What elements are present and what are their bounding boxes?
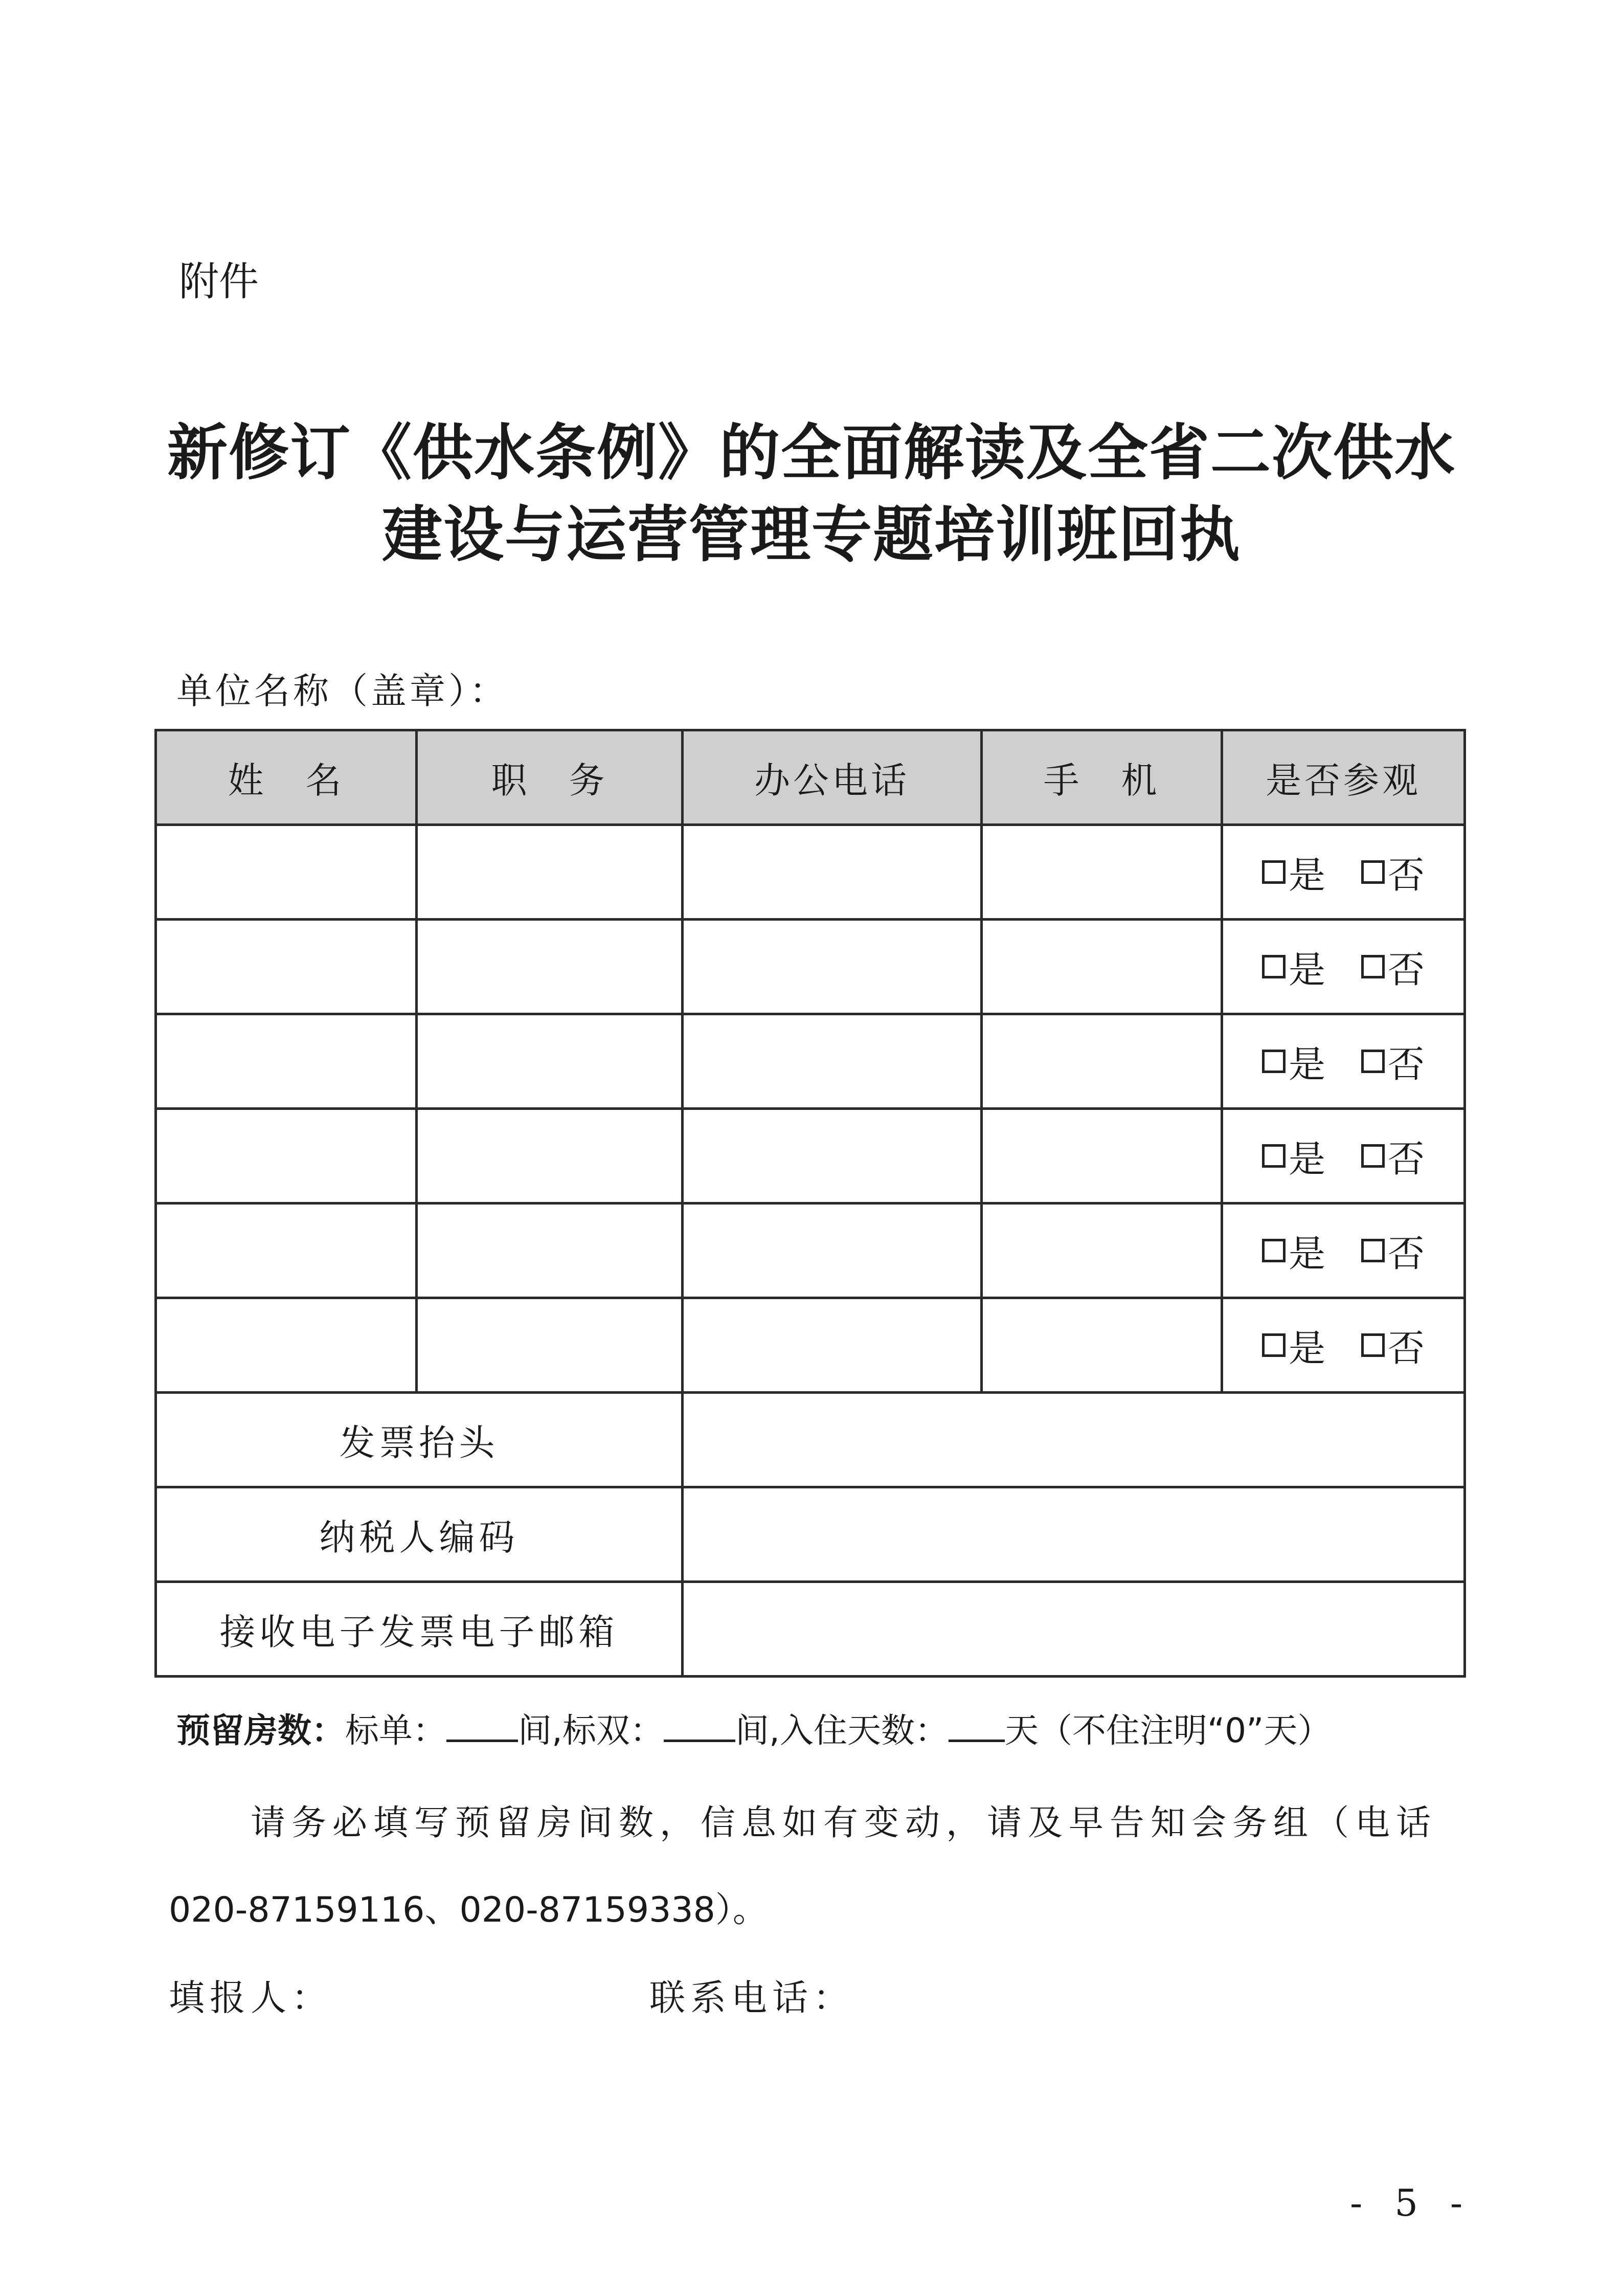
mobile-cell[interactable] (982, 1109, 1222, 1203)
checkbox-icon (1361, 955, 1385, 978)
invoice-email-row (156, 1582, 1465, 1677)
office-phone-cell[interactable] (683, 920, 982, 1014)
table-row (156, 825, 1465, 920)
mobile-cell[interactable] (982, 1203, 1222, 1298)
office-phone-cell[interactable] (683, 1014, 982, 1109)
rooms-label: 预留房数： (176, 1711, 345, 1750)
invoice-title-field[interactable] (683, 1393, 1465, 1487)
checkbox-icon (1361, 1239, 1385, 1262)
checkbox-icon (1361, 1333, 1385, 1357)
position-cell[interactable] (417, 1203, 683, 1298)
table-row (156, 1109, 1465, 1203)
registration-table (154, 729, 1466, 1678)
double-room-blank[interactable] (664, 1711, 735, 1742)
table-row (156, 1298, 1465, 1393)
visit-cell (1222, 1109, 1465, 1203)
office-phone-cell[interactable] (683, 1203, 982, 1298)
name-cell[interactable] (156, 1014, 417, 1109)
note-line-2: 020-87159116、020-87159338）。 (169, 1890, 768, 1930)
taxpayer-id-field[interactable] (683, 1487, 1465, 1582)
checkbox-icon (1361, 1144, 1385, 1168)
stay-days-unit: 天（不住注明“0”天） (1004, 1711, 1332, 1750)
visit-yes-checkbox[interactable]: 是 (1262, 940, 1325, 993)
visit-yes-checkbox[interactable]: 是 (1262, 845, 1325, 899)
header-name: 姓 名 (156, 730, 417, 825)
name-cell[interactable] (156, 1203, 417, 1298)
position-cell[interactable] (417, 1014, 683, 1109)
taxpayer-id-row (156, 1487, 1465, 1582)
visit-yes-checkbox[interactable]: 是 (1262, 1224, 1325, 1277)
mobile-cell[interactable] (982, 1298, 1222, 1393)
mobile-cell[interactable] (982, 1014, 1222, 1109)
mobile-cell[interactable] (982, 920, 1222, 1014)
checkbox-icon (1262, 955, 1286, 978)
document-title-line-2: 建设与运营管理专题培训班回执 (381, 499, 1241, 570)
office-phone-cell[interactable] (683, 1298, 982, 1393)
visit-no-checkbox[interactable]: 否 (1361, 1129, 1425, 1183)
header-position: 职 务 (417, 730, 683, 825)
contact-phone-label: 联系电话： (649, 1977, 854, 2019)
table-header-row (156, 730, 1465, 825)
office-phone-cell[interactable] (683, 1109, 982, 1203)
checkbox-icon (1262, 1239, 1286, 1262)
position-cell[interactable] (417, 920, 683, 1014)
table-row (156, 1014, 1465, 1109)
single-room-label: 标单： (345, 1711, 446, 1750)
checkbox-icon (1262, 860, 1286, 884)
stay-days-label: 间,入住天数： (735, 1711, 949, 1750)
visit-cell (1222, 1203, 1465, 1298)
visit-cell (1222, 920, 1465, 1014)
checkbox-icon (1262, 1144, 1286, 1168)
visit-cell (1222, 825, 1465, 920)
visit-yes-checkbox[interactable]: 是 (1262, 1035, 1325, 1088)
name-cell[interactable] (156, 920, 417, 1014)
visit-yes-checkbox[interactable]: 是 (1262, 1319, 1325, 1372)
mobile-cell[interactable] (982, 825, 1222, 920)
visit-yes-checkbox[interactable]: 是 (1262, 1129, 1325, 1183)
header-mobile: 手 机 (982, 730, 1222, 825)
position-cell[interactable] (417, 825, 683, 920)
checkbox-icon (1361, 860, 1385, 884)
visit-no-checkbox[interactable]: 否 (1361, 1035, 1425, 1088)
header-visit: 是否参观 (1222, 730, 1465, 825)
name-cell[interactable] (156, 1109, 417, 1203)
checkbox-icon (1361, 1050, 1385, 1073)
unit-name-label: 单位名称（盖章）： (176, 670, 508, 712)
invoice-title-row (156, 1393, 1465, 1487)
position-cell[interactable] (417, 1109, 683, 1203)
visit-no-checkbox[interactable]: 否 (1361, 940, 1425, 993)
visit-cell (1222, 1298, 1465, 1393)
position-cell[interactable] (417, 1298, 683, 1393)
double-room-label: 间,标双： (518, 1711, 664, 1750)
page-number: - 5 - (1350, 2181, 1473, 2224)
visit-no-checkbox[interactable]: 否 (1361, 1224, 1425, 1277)
note-line-1: 请务必填写预留房间数，信息如有变动，请及早告知会务组（电话 (251, 1803, 1437, 1843)
invoice-email-field[interactable] (683, 1582, 1465, 1677)
table-row (156, 1203, 1465, 1298)
single-room-blank[interactable] (446, 1711, 518, 1742)
invoice-email-label: 接收电子发票电子邮箱 (156, 1582, 683, 1677)
invoice-title-label: 发票抬头 (156, 1393, 683, 1487)
table-row (156, 920, 1465, 1014)
header-office-phone: 办公电话 (683, 730, 982, 825)
name-cell[interactable] (156, 825, 417, 920)
stay-days-blank[interactable] (949, 1711, 1005, 1742)
room-reservation-line (176, 1703, 1331, 1752)
attachment-label: 附件 (179, 259, 259, 305)
taxpayer-id-label: 纳税人编码 (156, 1487, 683, 1582)
filler-label: 填报人： (169, 1977, 332, 2019)
visit-cell (1222, 1014, 1465, 1109)
checkbox-icon (1262, 1333, 1286, 1357)
checkbox-icon (1262, 1050, 1286, 1073)
office-phone-cell[interactable] (683, 825, 982, 920)
name-cell[interactable] (156, 1298, 417, 1393)
visit-no-checkbox[interactable]: 否 (1361, 1319, 1425, 1372)
visit-no-checkbox[interactable]: 否 (1361, 845, 1425, 899)
document-title-line-1: 新修订《供水条例》的全面解读及全省二次供水 (167, 417, 1456, 488)
